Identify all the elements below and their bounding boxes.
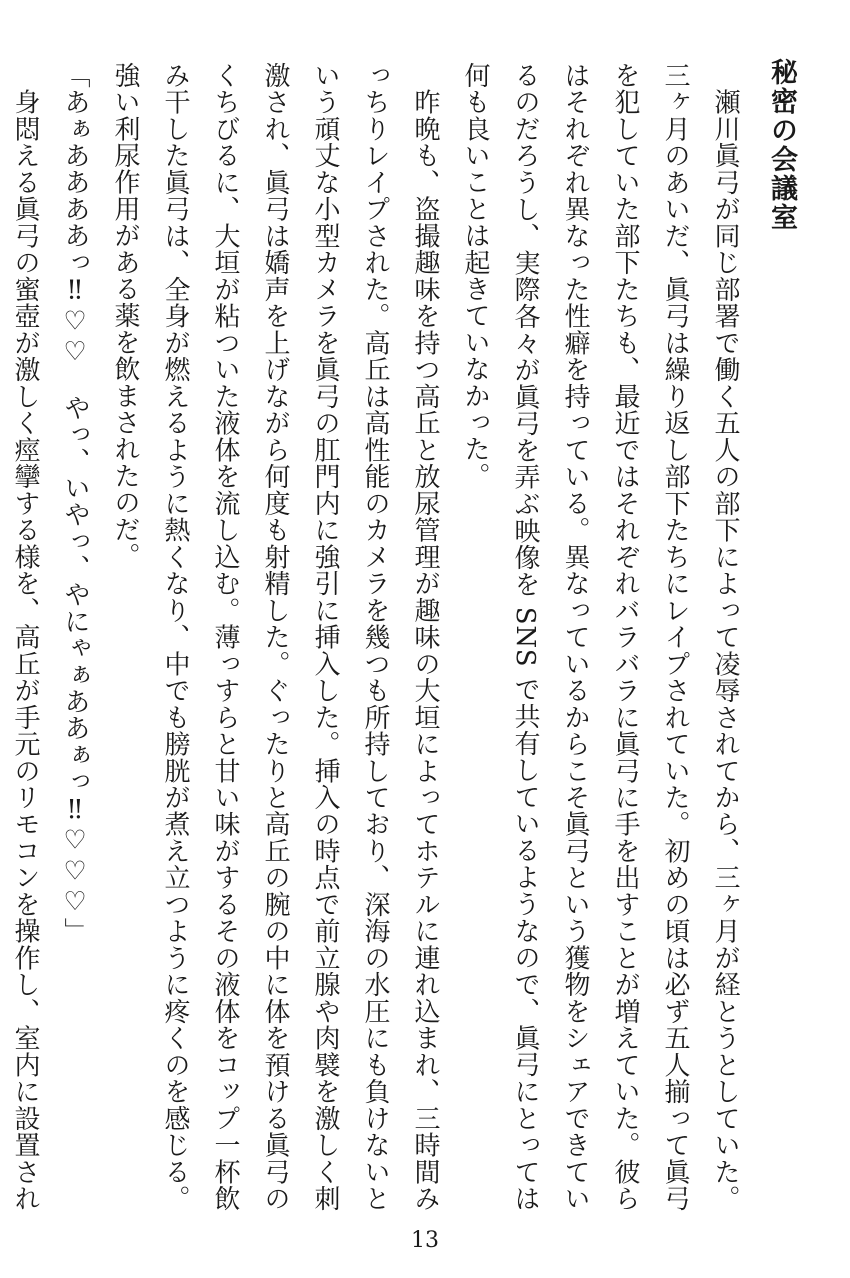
body-text	[10, 62, 750, 1212]
paragraph: 瀬川眞弓が同じ部署で働く五人の部下によって凌辱されてから、三ヶ月が経とうとしていた。三ヶ月のあいだ、眞弓は繰り返し部下たちにレイプされていた。初めの頃は必ず五人揃って眞弓を犯していた部下たちも、最近ではそれぞれバラバラに眞弓に手を出すことが増えていた。彼らはそれぞれ異なった性癖を持っている。異なっているからこそ眞弓という獲物をシェアできているのだろうし、実際各々が眞弓を弄ぶ映像を SNS で共有しているようなので、眞弓にとっては何も良いことは起きていなかった。	[460, 62, 740, 1212]
page-number: 13	[411, 1228, 439, 1253]
chapter-title: 秘密の会議室	[766, 58, 797, 232]
paragraph: 昨晩も、盗撮趣味を持つ高丘と放尿管理が趣味の大垣によってホテルに連れ込まれ、三時間みっちりレイプされた。高丘は高性能のカメラを幾つも所持しており、深海の水圧にも負けないという頑丈な小型カメラを眞弓の肛門内に強引に挿入した。挿入の時点で前立腺や肉襞を激しく刺激され、眞弓は嬌声を上げながら何度も射精した。ぐったりと高丘の腕の中に体を預ける眞弓のくちびるに、大垣が粘ついた液体を流し込む。薄っすらと甘い味がするその液体をコップ一杯飲み干した眞弓は、全身が燃えるように熱くなり、中でも膀胱が煮え立つように疼くのを感じる。強い利尿作用がある薬を飲まされたのだ。	[110, 62, 440, 1212]
dialogue-line: 「あぁああああっ‼︎♡♡ やっ、いやっ、やにゃぁああぁっ‼︎♡♡♡」	[60, 62, 90, 945]
paragraph: 身悶える眞弓の蜜壺が激しく痙攣する様を、高丘が手元のリモコンを操作し、室内に設置され	[10, 88, 40, 1212]
